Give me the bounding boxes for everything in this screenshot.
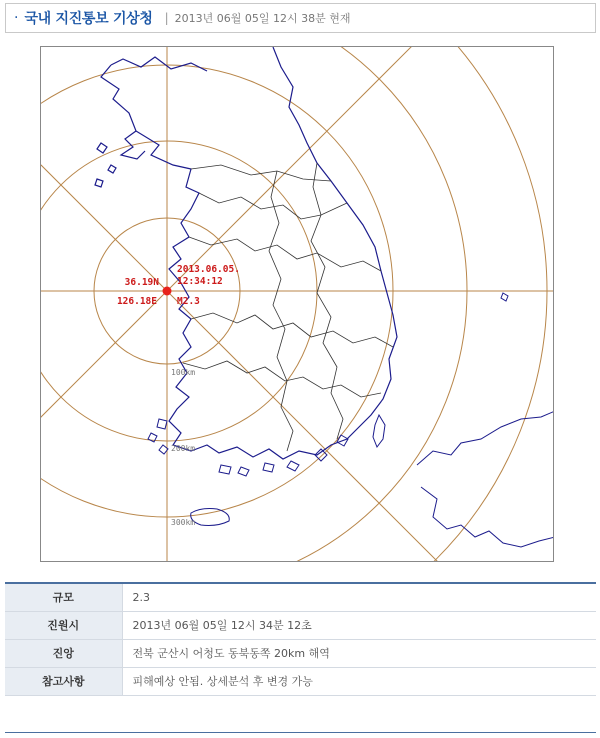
southern-islands — [148, 293, 554, 547]
time-label: 12:34:12 — [177, 276, 223, 287]
japan-coast — [417, 411, 554, 547]
west-coast — [101, 47, 397, 459]
province-boundaries — [183, 163, 393, 451]
magnitude-label: M2.3 — [177, 296, 200, 307]
boundary-jeolla — [183, 361, 381, 397]
earthquake-map — [40, 46, 554, 562]
tsushima-island — [373, 415, 385, 447]
header-bullet: · — [14, 10, 19, 26]
magnitude-value: 2.3 — [122, 583, 596, 611]
island-cluster-1 — [148, 419, 168, 454]
epicenter-value: 전북 군산시 어청도 동북동쪽 20km 해역 — [122, 639, 596, 667]
table-row — [5, 611, 596, 639]
epicenter-marker — [163, 287, 172, 296]
boundary-vertical-2 — [311, 163, 343, 439]
latitude-label: 36.19N — [124, 277, 159, 288]
page-header — [5, 3, 596, 33]
ring-label-100: 100km — [171, 368, 196, 377]
remarks-value: 피해예상 안됨. 상세분석 후 변경 가능 — [122, 667, 596, 695]
origin-time-value: 2013년 06월 05일 12시 34분 12초 — [122, 611, 596, 639]
boundary-central — [199, 193, 347, 219]
epicenter-labels — [117, 264, 240, 307]
page-title: 국내 지진통보 기상청 — [24, 11, 153, 27]
earthquake-details-table — [5, 582, 596, 696]
table-row — [5, 667, 596, 695]
longitude-label: 126.18E — [116, 296, 157, 307]
map-svg — [41, 47, 554, 562]
current-time: 2013년 06월 05일 12시 38분 현재 — [174, 12, 351, 25]
ring-label-200: 200km — [171, 444, 196, 453]
bottom-divider — [5, 732, 596, 733]
jeju-island — [191, 509, 230, 526]
boundary-vertical-1 — [269, 171, 293, 451]
axis-diagonal-2 — [41, 47, 443, 562]
island-cluster-2 — [219, 461, 299, 476]
coastline — [95, 47, 397, 459]
header-separator: | — [164, 11, 169, 25]
axis-diagonal-1 — [41, 47, 443, 562]
table-row — [5, 583, 596, 611]
magnitude-label-cell: 규모 — [5, 583, 122, 611]
ring-300km — [41, 47, 467, 562]
origin-time-label-cell: 진원시 — [5, 611, 122, 639]
boundary-north — [191, 165, 331, 181]
boundary-south — [191, 313, 393, 347]
ring-label-300: 300km — [171, 518, 196, 527]
ulleung-island — [501, 293, 508, 301]
remarks-label-cell: 참고사항 — [5, 667, 122, 695]
table-row — [5, 639, 596, 667]
sea-islands-west — [95, 143, 116, 187]
date-label: 2013.06.05. — [177, 264, 240, 275]
epicenter-label-cell: 진앙 — [5, 639, 122, 667]
